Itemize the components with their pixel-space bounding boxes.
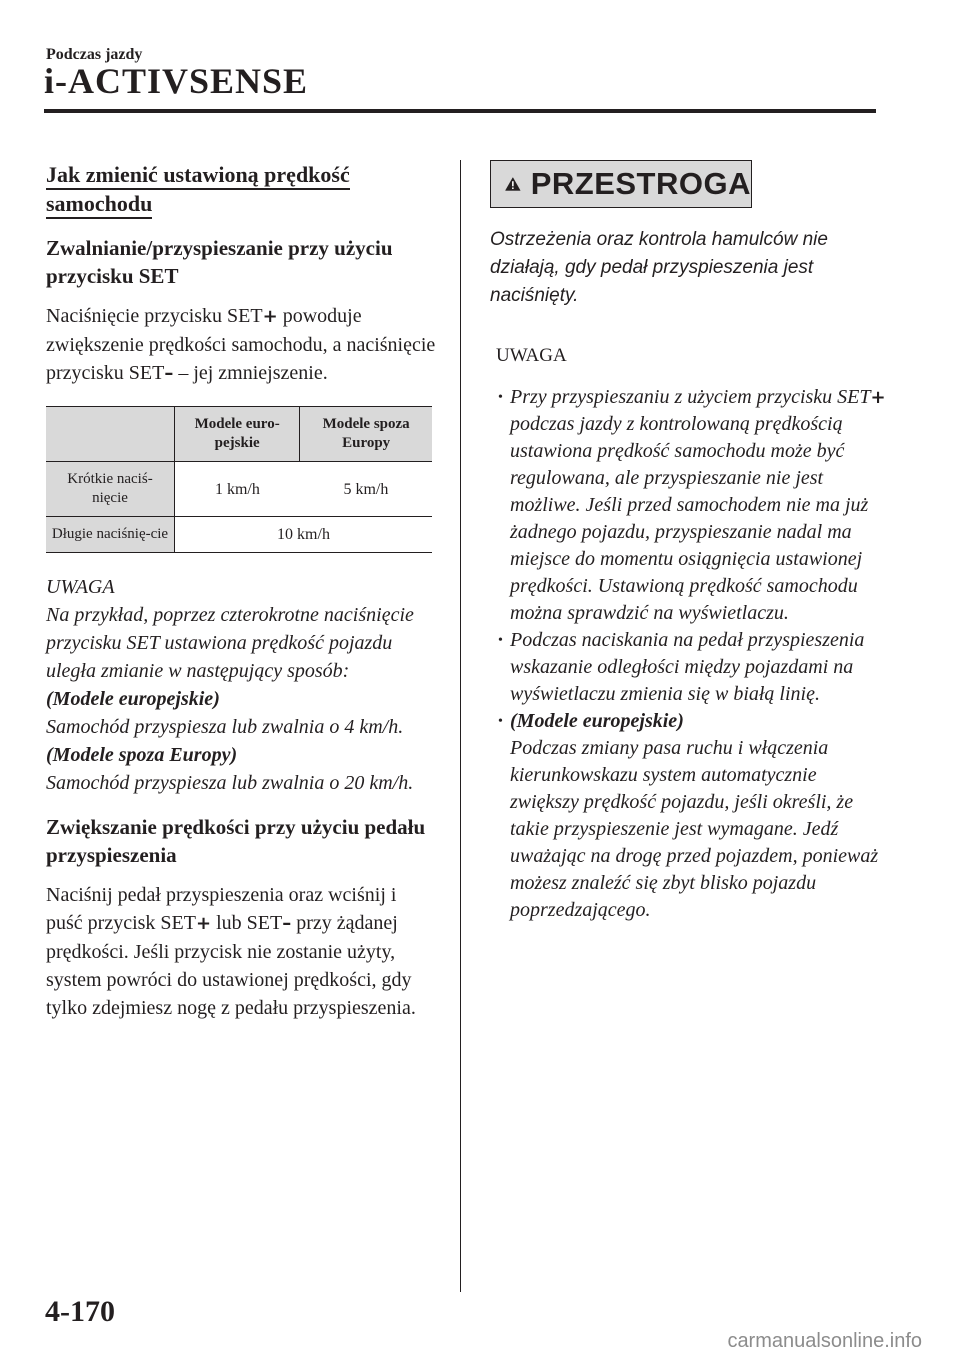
text-part: podczas jazdy z kontrolowaną prędkością ustawiona prędkość samochodu może być regulowana, ale przyspieszanie nie jest możliwe. Jeśli przed samochodem nie ma już żadnego pojazdu, przyspieszanie nadal ma miejsce do momentu osiągnięcia ustawionej prędkości. Ustawioną prędkość samochodu można sprawdzić na wyświetlaczu. bbox=[510, 413, 869, 624]
warning-triangle-icon bbox=[505, 169, 521, 199]
bullet-icon: • bbox=[498, 714, 503, 729]
text-part: powoduje zwiększenie prędkości samochodu, a naciśnięcie przycisku SET bbox=[46, 305, 436, 384]
note-noneu-label: (Modele spoza Europy) bbox=[46, 744, 238, 766]
chapter-title: i-ACTIVSENSE bbox=[44, 61, 309, 101]
bullet-text: Podczas zmiany pasa ruchu i włączenia kierunkowskazu system automatycznie zwiększy prędkość pojazdu, jeśli określi, że takie przyspieszenie jest wymagane. Jedź uważając na drogę przed pojazdem, ponieważ możesz znaleźć się zbyt blisko pojazdu poprzedzającego. bbox=[510, 737, 879, 921]
table-header-noneu: Modele spoza Europy bbox=[300, 407, 432, 462]
watermark: carmanualsonline.info bbox=[727, 1330, 922, 1352]
subheading-set-button: Zwalnianie/przyspieszanie przy użyciu przycisku SET bbox=[46, 236, 393, 288]
note-title: UWAGA bbox=[496, 345, 567, 366]
bullet-icon: • bbox=[498, 633, 503, 648]
right-column bbox=[490, 160, 890, 924]
table-cell: 1 km/h bbox=[175, 462, 300, 517]
caution-title: PRZESTROGA bbox=[530, 166, 751, 201]
text-part: Naciśnięcie przycisku SET bbox=[46, 305, 263, 327]
plus-icon: + bbox=[262, 306, 278, 327]
paragraph-set-button bbox=[46, 302, 436, 388]
table-row bbox=[46, 517, 432, 553]
table-row bbox=[46, 462, 432, 517]
table-cell: 5 km/h bbox=[300, 462, 432, 517]
left-column bbox=[46, 160, 436, 1022]
note-eu-label: (Modele europejskie) bbox=[46, 688, 220, 710]
list-item bbox=[490, 708, 890, 924]
note-noneu-text: Samochód przyspiesza lub zwalnia o 20 km/h. bbox=[46, 772, 414, 794]
heading-text: Jak zmienić ustawioną prędkość samochodu bbox=[46, 162, 350, 219]
page-number: 4-170 bbox=[45, 1295, 115, 1328]
text-part: lub SET bbox=[211, 912, 283, 934]
minus-icon: – bbox=[164, 363, 174, 384]
header-rule bbox=[44, 109, 876, 113]
note-list bbox=[490, 384, 890, 924]
text-part: Przy przyspieszaniu z użyciem przycisku SET bbox=[510, 386, 871, 408]
text-part: Naciśnij pedał przyspieszenia oraz wciśnij i puść przycisk SET bbox=[46, 884, 397, 934]
section-label: Podczas jazdy bbox=[46, 46, 143, 63]
speed-table bbox=[46, 406, 432, 553]
note-text: Na przykład, poprzez czterokrotne naciśnięcie przycisku SET ustawiona prędkość pojazdu uległa zmianie w następujący sposób: bbox=[46, 604, 414, 682]
text-part: przy żądanej prędkości. Jeśli przycisk nie zostanie użyty, system powróci do ustawionej prędkości, gdy tylko zdejmiesz nogę z pedału przyspieszenia. bbox=[46, 912, 416, 1019]
caution-banner bbox=[490, 160, 752, 208]
minus-icon: – bbox=[282, 913, 292, 934]
note-title: UWAGA bbox=[46, 576, 115, 598]
note-eu-text: Samochód przyspiesza lub zwalnia o 4 km/h. bbox=[46, 716, 404, 738]
table-header-eu: Modele euro-pejskie bbox=[175, 407, 300, 462]
column-divider bbox=[460, 160, 461, 1292]
text-part: Podczas naciskania na pedał przyspieszenia wskazanie odległości między pojazdami na wyświetlaczu zmienia się w białą linię. bbox=[510, 629, 865, 705]
bullet-label: (Modele europejskie) bbox=[510, 710, 684, 732]
table-row-label: Krótkie naciś-nięcie bbox=[46, 462, 175, 517]
table-cell: 10 km/h bbox=[175, 517, 433, 553]
table-header-row bbox=[46, 407, 432, 462]
list-item bbox=[490, 627, 890, 708]
table-corner-cell bbox=[46, 407, 175, 462]
plus-icon: + bbox=[195, 913, 212, 934]
plus-icon: + bbox=[870, 387, 886, 408]
text-part: – jej zmniejszenie. bbox=[173, 362, 328, 384]
note-block bbox=[46, 573, 436, 797]
table-row-label: Długie naciśnię-cie bbox=[46, 517, 175, 553]
caution-text: Ostrzeżenia oraz kontrola hamulców nie działają, gdy pedał przyspieszenia jest naciśnięty. bbox=[490, 229, 828, 306]
bullet-icon: • bbox=[498, 390, 503, 405]
list-item bbox=[490, 384, 890, 627]
paragraph-accelerator bbox=[46, 881, 436, 1022]
section-heading bbox=[46, 160, 436, 218]
subheading-accelerator: Zwiększanie prędkości przy użyciu pedału przyspieszenia bbox=[46, 815, 426, 867]
